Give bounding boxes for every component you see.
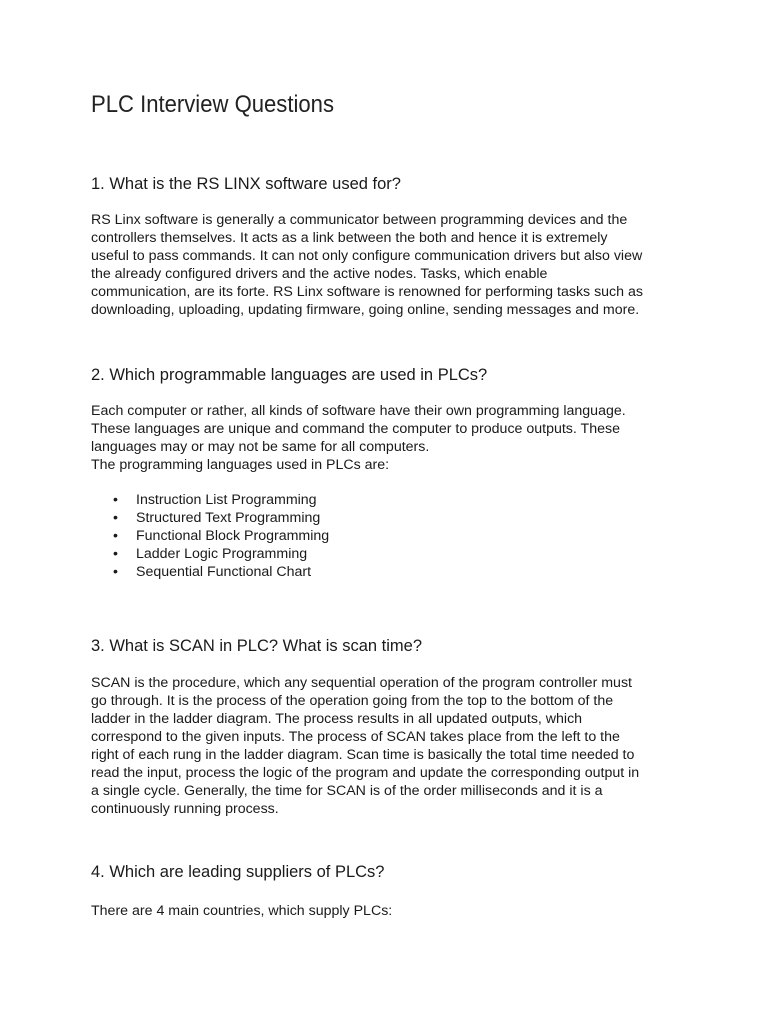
text-line: correspond to the given inputs. The process of SCAN takes place from the left to the (91, 729, 620, 745)
text-line: communication, are its forte. RS Linx software is renowned for performing tasks such as (91, 284, 643, 300)
answer-4-paragraph (91, 902, 691, 920)
text-line: Each computer or rather, all kinds of software have their own programming language. (91, 403, 626, 419)
list-item (91, 491, 691, 509)
question-1-heading: 1. What is the RS LINX software used for? (91, 175, 401, 193)
text-line: languages may or may not be same for all computers. (91, 439, 430, 455)
bullet-icon: • (113, 510, 118, 526)
question-4-heading: 4. Which are leading suppliers of PLCs? (91, 863, 385, 881)
text-line: ladder in the ladder diagram. The process results in all updated outputs, which (91, 711, 583, 727)
answer-2-paragraph (91, 402, 691, 474)
list-item (91, 563, 691, 581)
bullet-icon: • (113, 564, 118, 580)
list-item (91, 545, 691, 563)
text-line: RS Linx software is generally a communicator between programming devices and the (91, 212, 628, 228)
list-item-label: Sequential Functional Chart (136, 564, 312, 580)
list-item (91, 527, 691, 545)
bullet-icon: • (113, 546, 118, 562)
text-line: a single cycle. Generally, the time for SCAN is of the order milliseconds and it is a (91, 783, 603, 799)
list-item-label: Structured Text Programming (136, 510, 321, 526)
bullet-icon: • (113, 528, 118, 544)
plc-languages-list (91, 491, 691, 581)
text-line: read the input, process the logic of the program and update the corresponding output in (91, 765, 640, 781)
text-line: controllers themselves. It acts as a link between the both and hence it is extremely (91, 230, 608, 246)
page-title: PLC Interview Questions (91, 91, 334, 118)
text-line: go through. It is the process of the operation going from the top to the bottom of the (91, 693, 614, 709)
question-3-heading: 3. What is SCAN in PLC? What is scan time? (91, 637, 423, 655)
text-line: continuously running process. (91, 801, 279, 817)
text-line: There are 4 main countries, which supply PLCs: (91, 903, 393, 919)
text-line: the already configured drivers and the active nodes. Tasks, which enable (91, 266, 548, 282)
text-line: These languages are unique and command the computer to produce outputs. These (91, 421, 620, 437)
list-item (91, 509, 691, 527)
text-line: right of each rung in the ladder diagram. Scan time is basically the total time needed to (91, 747, 635, 763)
text-line: SCAN is the procedure, which any sequential operation of the program controller must (91, 675, 632, 691)
answer-3-paragraph (91, 674, 691, 818)
list-item-label: Ladder Logic Programming (136, 546, 308, 562)
text-line: useful to pass commands. It can not only configure communication drivers but also view (91, 248, 643, 264)
answer-1-paragraph (91, 211, 691, 319)
text-line: downloading, uploading, updating firmware, going online, sending messages and more. (91, 302, 640, 318)
bullet-icon: • (113, 492, 118, 508)
list-item-label: Functional Block Programming (136, 528, 330, 544)
list-item-label: Instruction List Programming (136, 492, 317, 508)
question-2-heading: 2. Which programmable languages are used in PLCs? (91, 366, 488, 384)
text-line: The programming languages used in PLCs are: (91, 457, 390, 473)
